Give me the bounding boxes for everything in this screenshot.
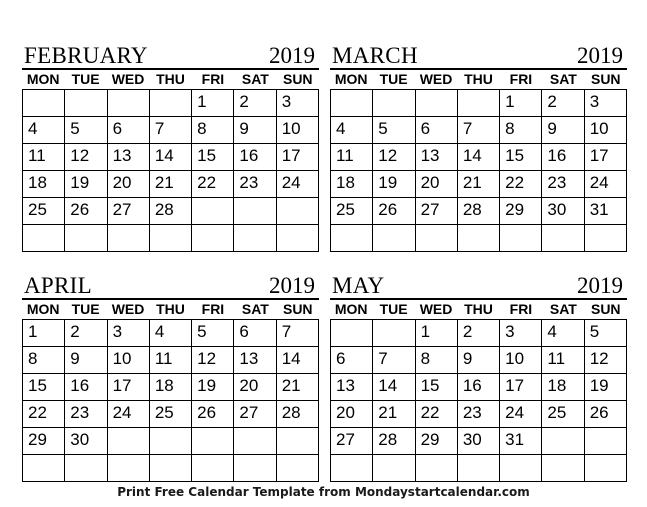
- weekday-label: SUN: [590, 71, 621, 87]
- day-cell: 31: [585, 198, 627, 225]
- day-cell: 2: [458, 320, 500, 347]
- day-cell: 24: [108, 401, 150, 428]
- day-cell: 30: [65, 428, 107, 455]
- day-cell: 19: [192, 374, 234, 401]
- day-cell: 18: [150, 374, 192, 401]
- weekday-header-row: [22, 68, 319, 89]
- day-cell: 27: [331, 428, 373, 455]
- weekday-label: MON: [26, 301, 60, 317]
- day-cell: [23, 455, 65, 482]
- day-cell: 30: [458, 428, 500, 455]
- day-cell: 11: [542, 347, 584, 374]
- weekday-label: FRI: [509, 71, 533, 87]
- day-cell: 9: [458, 347, 500, 374]
- day-cell: [585, 225, 627, 252]
- day-cell: 21: [277, 374, 319, 401]
- day-cell: 25: [23, 198, 65, 225]
- day-cell: 26: [192, 401, 234, 428]
- day-cell: [458, 225, 500, 252]
- day-cell: 23: [458, 401, 500, 428]
- day-cell: 25: [542, 401, 584, 428]
- day-cell: 10: [500, 347, 542, 374]
- weekday-label: WED: [111, 71, 145, 87]
- day-cell: 16: [234, 144, 276, 171]
- day-cell: 27: [108, 198, 150, 225]
- day-cell: 4: [23, 117, 65, 144]
- month-year: 2019: [577, 273, 623, 298]
- day-cell: 24: [585, 171, 627, 198]
- weekday-label: FRI: [201, 301, 225, 317]
- day-grid: [22, 319, 319, 482]
- month-name: MAY: [332, 273, 385, 298]
- day-cell: 28: [458, 198, 500, 225]
- weekday-label: FRI: [201, 71, 225, 87]
- weekday-label: MON: [26, 71, 60, 87]
- day-cell: [150, 428, 192, 455]
- day-cell: 28: [277, 401, 319, 428]
- day-cell: 9: [65, 347, 107, 374]
- day-cell: [277, 428, 319, 455]
- day-cell: [585, 455, 627, 482]
- day-cell: 7: [150, 117, 192, 144]
- day-cell: 9: [542, 117, 584, 144]
- day-cell: 20: [108, 171, 150, 198]
- calendar-march: [330, 38, 627, 252]
- day-cell: [108, 225, 150, 252]
- day-cell: 15: [416, 374, 458, 401]
- weekday-label: TUE: [379, 301, 408, 317]
- weekday-header-row: [330, 68, 627, 89]
- day-cell: [23, 225, 65, 252]
- day-cell: 26: [65, 198, 107, 225]
- day-cell: 17: [277, 144, 319, 171]
- month-header: [330, 268, 627, 298]
- day-cell: 7: [458, 117, 500, 144]
- weekday-header-row: [330, 298, 627, 319]
- day-cell: [65, 225, 107, 252]
- day-cell: 7: [373, 347, 415, 374]
- day-cell: [23, 90, 65, 117]
- day-cell: [373, 90, 415, 117]
- day-cell: [542, 428, 584, 455]
- day-cell: [585, 428, 627, 455]
- day-cell: 4: [331, 117, 373, 144]
- day-cell: 6: [108, 117, 150, 144]
- day-cell: 5: [65, 117, 107, 144]
- day-cell: 18: [23, 171, 65, 198]
- day-cell: 3: [500, 320, 542, 347]
- day-cell: 13: [331, 374, 373, 401]
- day-cell: 2: [65, 320, 107, 347]
- day-cell: 6: [331, 347, 373, 374]
- day-cell: [234, 455, 276, 482]
- day-cell: 13: [234, 347, 276, 374]
- day-cell: 8: [500, 117, 542, 144]
- day-cell: 20: [234, 374, 276, 401]
- weekday-label: FRI: [509, 301, 533, 317]
- day-cell: 10: [585, 117, 627, 144]
- weekday-label: THU: [156, 301, 185, 317]
- day-cell: 23: [234, 171, 276, 198]
- day-cell: [192, 428, 234, 455]
- day-cell: 19: [585, 374, 627, 401]
- day-cell: 24: [500, 401, 542, 428]
- weekday-label: SAT: [549, 71, 577, 87]
- day-grid: [330, 319, 627, 482]
- weekday-label: SUN: [282, 301, 313, 317]
- day-cell: 20: [416, 171, 458, 198]
- day-cell: 3: [277, 90, 319, 117]
- day-cell: [234, 225, 276, 252]
- month-header: [22, 268, 319, 298]
- weekday-label: TUE: [71, 301, 100, 317]
- day-cell: 3: [108, 320, 150, 347]
- day-cell: 5: [373, 117, 415, 144]
- weekday-label: WED: [111, 301, 145, 317]
- day-cell: 17: [500, 374, 542, 401]
- weekday-header-row: [22, 298, 319, 319]
- day-cell: 25: [331, 198, 373, 225]
- day-cell: [542, 225, 584, 252]
- day-cell: [234, 198, 276, 225]
- weekday-label: WED: [419, 301, 453, 317]
- day-cell: 1: [192, 90, 234, 117]
- day-cell: 18: [542, 374, 584, 401]
- calendar-february: [22, 38, 319, 252]
- day-cell: 8: [23, 347, 65, 374]
- day-cell: [500, 455, 542, 482]
- day-cell: 18: [331, 171, 373, 198]
- day-cell: 29: [416, 428, 458, 455]
- day-cell: 1: [416, 320, 458, 347]
- day-cell: [192, 225, 234, 252]
- weekday-label: MON: [334, 71, 368, 87]
- day-cell: [416, 225, 458, 252]
- day-cell: [458, 455, 500, 482]
- day-cell: [331, 225, 373, 252]
- day-cell: [108, 90, 150, 117]
- day-cell: 21: [150, 171, 192, 198]
- day-cell: 7: [277, 320, 319, 347]
- day-cell: [331, 455, 373, 482]
- day-grid: [22, 89, 319, 252]
- weekday-label: WED: [419, 71, 453, 87]
- day-cell: [277, 225, 319, 252]
- day-cell: 10: [277, 117, 319, 144]
- day-cell: 1: [23, 320, 65, 347]
- day-cell: 22: [500, 171, 542, 198]
- day-cell: 25: [150, 401, 192, 428]
- day-cell: 27: [234, 401, 276, 428]
- day-cell: 24: [277, 171, 319, 198]
- month-year: 2019: [577, 43, 623, 68]
- day-cell: [108, 455, 150, 482]
- day-cell: 14: [150, 144, 192, 171]
- day-cell: 19: [65, 171, 107, 198]
- month-year: 2019: [269, 273, 315, 298]
- day-cell: 14: [373, 374, 415, 401]
- day-cell: 30: [542, 198, 584, 225]
- day-cell: 23: [65, 401, 107, 428]
- day-cell: 17: [108, 374, 150, 401]
- day-cell: 26: [585, 401, 627, 428]
- day-cell: 10: [108, 347, 150, 374]
- day-cell: [416, 90, 458, 117]
- month-header: [330, 38, 627, 68]
- month-header: [22, 38, 319, 68]
- day-cell: 12: [373, 144, 415, 171]
- day-cell: 12: [192, 347, 234, 374]
- day-grid: [330, 89, 627, 252]
- day-cell: 16: [65, 374, 107, 401]
- day-cell: 26: [373, 198, 415, 225]
- day-cell: 1: [500, 90, 542, 117]
- day-cell: [277, 455, 319, 482]
- day-cell: 28: [373, 428, 415, 455]
- month-name: MARCH: [332, 43, 418, 68]
- day-cell: 12: [585, 347, 627, 374]
- weekday-label: SUN: [282, 71, 313, 87]
- day-cell: 23: [542, 171, 584, 198]
- day-cell: 21: [458, 171, 500, 198]
- day-cell: 14: [458, 144, 500, 171]
- weekday-label: TUE: [379, 71, 408, 87]
- weekday-label: THU: [464, 301, 493, 317]
- day-cell: [150, 90, 192, 117]
- day-cell: [416, 455, 458, 482]
- calendar-may: [330, 268, 627, 482]
- day-cell: 4: [542, 320, 584, 347]
- day-cell: 17: [585, 144, 627, 171]
- day-cell: [65, 90, 107, 117]
- day-cell: 28: [150, 198, 192, 225]
- day-cell: 22: [23, 401, 65, 428]
- weekday-label: MON: [334, 301, 368, 317]
- calendar-april: [22, 268, 319, 482]
- weekday-label: TUE: [71, 71, 100, 87]
- day-cell: 31: [500, 428, 542, 455]
- day-cell: 8: [192, 117, 234, 144]
- month-name: APRIL: [24, 273, 92, 298]
- day-cell: 21: [373, 401, 415, 428]
- weekday-label: SAT: [549, 301, 577, 317]
- day-cell: 13: [416, 144, 458, 171]
- day-cell: 12: [65, 144, 107, 171]
- day-cell: 29: [500, 198, 542, 225]
- weekday-label: SUN: [590, 301, 621, 317]
- day-cell: 16: [542, 144, 584, 171]
- weekday-label: THU: [156, 71, 185, 87]
- day-cell: 27: [416, 198, 458, 225]
- day-cell: [277, 198, 319, 225]
- day-cell: [373, 320, 415, 347]
- day-cell: [108, 428, 150, 455]
- month-year: 2019: [269, 43, 315, 68]
- day-cell: 19: [373, 171, 415, 198]
- weekday-label: SAT: [241, 71, 269, 87]
- day-cell: 15: [500, 144, 542, 171]
- day-cell: [192, 455, 234, 482]
- day-cell: [150, 225, 192, 252]
- weekday-label: SAT: [241, 301, 269, 317]
- day-cell: 14: [277, 347, 319, 374]
- day-cell: 29: [23, 428, 65, 455]
- day-cell: 3: [585, 90, 627, 117]
- day-cell: [373, 225, 415, 252]
- day-cell: 4: [150, 320, 192, 347]
- day-cell: [331, 320, 373, 347]
- day-cell: 13: [108, 144, 150, 171]
- day-cell: 11: [150, 347, 192, 374]
- day-cell: [192, 198, 234, 225]
- day-cell: [150, 455, 192, 482]
- day-cell: [500, 225, 542, 252]
- day-cell: 20: [331, 401, 373, 428]
- day-cell: 9: [234, 117, 276, 144]
- day-cell: 8: [416, 347, 458, 374]
- day-cell: 2: [542, 90, 584, 117]
- day-cell: 2: [234, 90, 276, 117]
- day-cell: 5: [192, 320, 234, 347]
- day-cell: [331, 90, 373, 117]
- day-cell: 22: [192, 171, 234, 198]
- day-cell: 15: [192, 144, 234, 171]
- day-cell: 15: [23, 374, 65, 401]
- day-cell: 6: [416, 117, 458, 144]
- footer-credit: Print Free Calendar Template from Mondaystartcalendar.com: [117, 485, 530, 499]
- day-cell: 11: [331, 144, 373, 171]
- day-cell: [373, 455, 415, 482]
- day-cell: 22: [416, 401, 458, 428]
- day-cell: [234, 428, 276, 455]
- weekday-label: THU: [464, 71, 493, 87]
- month-name: FEBRUARY: [24, 43, 148, 68]
- day-cell: 6: [234, 320, 276, 347]
- day-cell: 11: [23, 144, 65, 171]
- day-cell: 16: [458, 374, 500, 401]
- day-cell: 5: [585, 320, 627, 347]
- day-cell: [458, 90, 500, 117]
- day-cell: [542, 455, 584, 482]
- day-cell: [65, 455, 107, 482]
